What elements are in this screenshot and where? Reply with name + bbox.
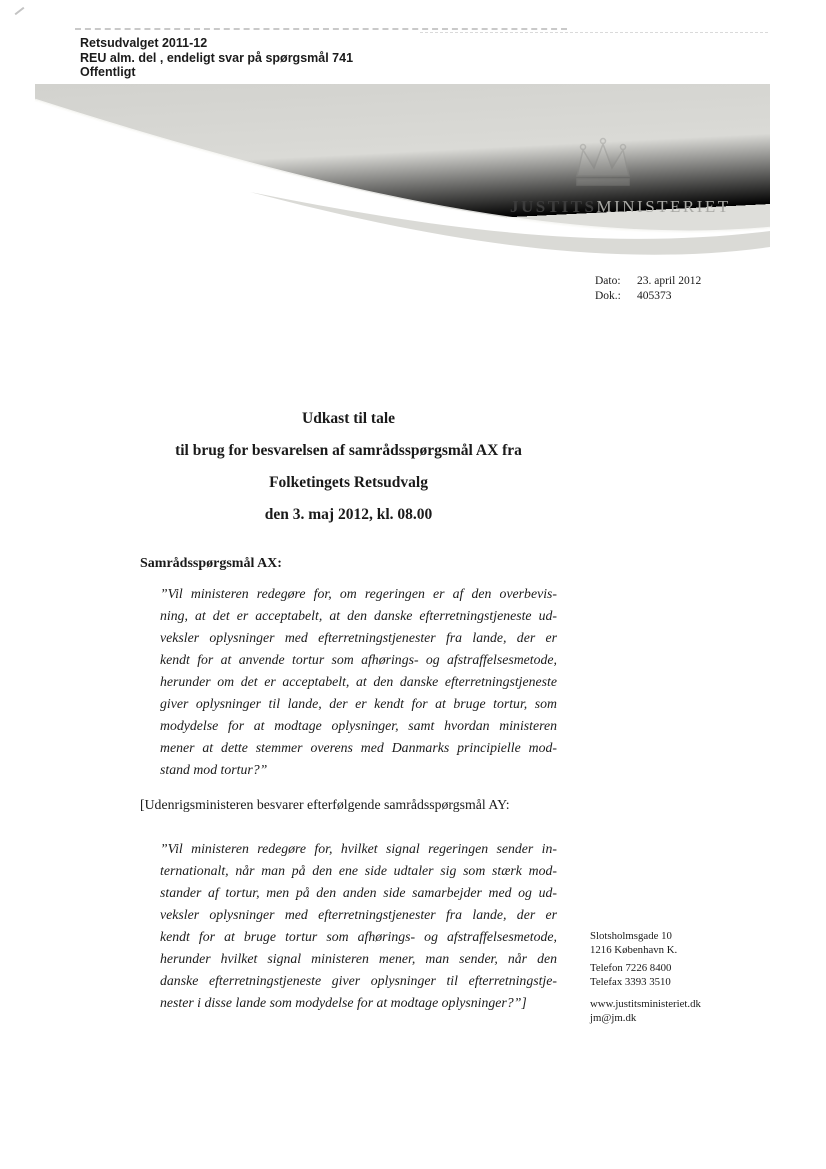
committee-line: Retsudvalget 2011-12 xyxy=(80,36,208,50)
committee-line: REU alm. del , endeligt svar på spørgsmål 741 xyxy=(80,50,354,65)
footer-phones xyxy=(590,962,701,989)
question-line: ning, at det er acceptabelt, at den danske efterretningstjeneste ud- xyxy=(160,608,557,623)
phone-line: Telefon 7226 8400 xyxy=(590,962,672,974)
footer-web xyxy=(590,998,701,1025)
ministry-logo xyxy=(510,197,731,217)
committee-line: Offentligt xyxy=(80,65,136,79)
question-line: kendt for at anvende tortur som afhørings- og afstraffelsesmetode, xyxy=(160,652,557,667)
question-line: nester i disse lande som modydelse for at modtage oplysninger?”] xyxy=(160,995,527,1010)
question-ax-heading: Samrådsspørgsmål AX: xyxy=(140,556,282,571)
question-line: herunder hvilket signal ministeren mener, man sender, når den xyxy=(160,951,557,966)
email-line: jm@jm.dk xyxy=(590,1011,637,1024)
question-ay-intro: [Udenrigsministeren besvarer efterfølgende samrådsspørgsmål AY: xyxy=(140,797,510,812)
question-line: mener at dette stemmer overens med Danmarks principielle mod- xyxy=(160,740,557,755)
title-line: til brug for besvarelsen af samrådsspørgsmål AX fra xyxy=(175,442,522,459)
contact-footer xyxy=(590,930,701,1025)
question-line: ternationalt, når man på den ene side udtaler sig som stærk mod- xyxy=(160,863,557,878)
question-line: ”Vil ministeren redegøre for, hvilket signal regeringen sender in- xyxy=(160,841,557,856)
website-line: www.justitsministeriet.dk xyxy=(590,998,701,1010)
logo-text-secondary: MINISTERIET xyxy=(596,197,731,216)
question-line: veksler oplysninger med efterretningstjenester fra lande, der er xyxy=(160,630,557,645)
question-line: stander af tortur, men på den anden side samarbejder med og ud- xyxy=(160,885,557,900)
question-line: ”Vil ministeren redegøre for, om regeringen er af den overbevis- xyxy=(160,586,557,601)
address-line: 1216 København K. xyxy=(590,943,678,956)
title-line: den 3. maj 2012, kl. 08.00 xyxy=(264,506,433,523)
question-line: stand mod tortur?” xyxy=(160,762,268,777)
title-line: Folketingets Retsudvalg xyxy=(269,474,428,491)
question-line: giver oplysninger til lande, der er kendt for at bruge tortur, som xyxy=(160,696,557,711)
question-line: danske efterretningstjeneste giver oplysninger til efterretningstje- xyxy=(160,973,557,988)
question-line: veksler oplysninger med efterretningstjenester fra lande, der er xyxy=(160,907,557,922)
question-ay-quote xyxy=(160,838,557,1014)
footer-address xyxy=(590,930,701,957)
question-line: herunder om det er acceptabelt, at den danske efterretningstjeneste xyxy=(160,674,557,689)
meta-row-dok xyxy=(595,289,701,304)
title-line: Udkast til tale xyxy=(302,410,395,427)
dok-value: 405373 xyxy=(637,289,672,302)
fax-line: Telefax 3393 3510 xyxy=(590,975,671,988)
dato-label: Dato: xyxy=(595,275,621,287)
question-ax-quote xyxy=(160,583,557,781)
meta-row-dato xyxy=(595,274,701,289)
letterhead-band xyxy=(0,0,826,290)
question-line: modydelse for at modtage oplysninger, samt hvordan ministeren xyxy=(160,718,557,733)
dato-value: 23. april 2012 xyxy=(637,275,702,287)
dok-label: Dok.: xyxy=(595,289,621,302)
document-title xyxy=(140,403,557,531)
logo-text-primary: JUSTITS xyxy=(510,197,597,216)
document-meta xyxy=(595,274,701,303)
address-line: Slotsholmsgade 10 xyxy=(590,930,672,942)
question-line: kendt for at bruge tortur som afhørings- og afstraffelsesmetode, xyxy=(160,929,557,944)
